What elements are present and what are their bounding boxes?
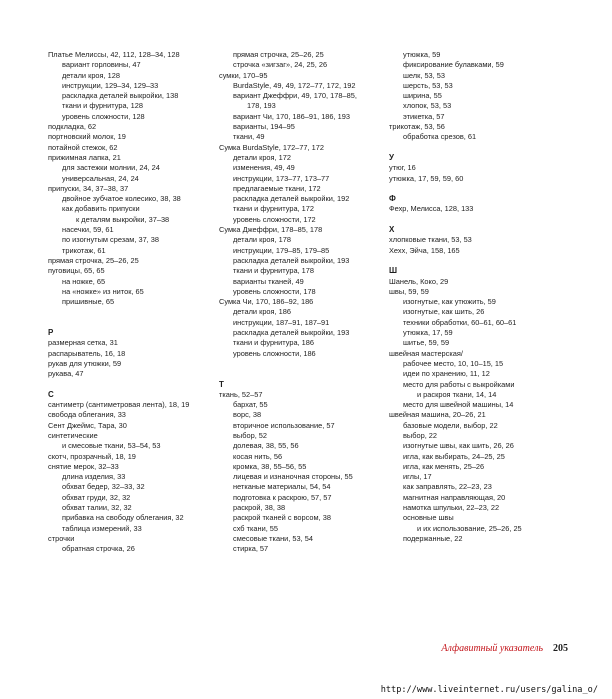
- index-entry: пришивные, 65: [62, 297, 115, 307]
- index-entry: косая нить, 56: [233, 451, 283, 461]
- index-entry: подержанные, 22: [403, 533, 463, 543]
- index-entry: кромка, 38, 55–56, 55: [233, 461, 307, 471]
- index-spacer: [219, 369, 371, 379]
- index-entry: игла, как выбирать, 24–25, 25: [403, 451, 505, 461]
- index-entry: изменения, 49, 49: [233, 163, 295, 173]
- index-entry: место для работы с выкройками: [403, 379, 515, 389]
- index-entry: и их использование, 25–26, 25: [417, 523, 522, 533]
- index-entry: вариант горловины, 47: [62, 60, 141, 70]
- index-entry: к деталям выкройки, 37–38: [76, 214, 170, 224]
- index-entry: утюжка, 17, 59, 59, 60: [389, 173, 464, 183]
- index-entry: базовые модели, выбор, 22: [403, 420, 498, 430]
- index-entry: техники обработки, 60–61, 60–61: [403, 317, 517, 327]
- index-entry: строчки: [48, 533, 75, 543]
- index-entry: двойное зубчатое колесико, 38, 38: [62, 194, 181, 204]
- index-entry: насечки, 59, 61: [62, 225, 114, 235]
- index-entry: как заправлять, 22–23, 23: [403, 482, 492, 492]
- index-entry: место для швейной машины, 14: [403, 400, 514, 410]
- index-entry: Сент Джеймс, Тара, 30: [48, 420, 127, 430]
- index-entry: игла, как менять, 25–26: [403, 461, 485, 471]
- index-entry: обхват груди, 32, 32: [62, 492, 131, 502]
- index-entry: стирка, 57: [233, 544, 269, 554]
- index-entry: припуски, 34, 37–38, 37: [48, 183, 129, 193]
- index-entry: Сумка Чи, 170, 186–92, 186: [219, 297, 314, 307]
- index-entry: сантиметр (сантиметровая лента), 18, 19: [48, 400, 190, 410]
- index-entry: как добавить припуски: [62, 204, 140, 214]
- index-entry: Хехх, Эйча, 158, 165: [389, 245, 460, 255]
- index-entry: 178, 193: [247, 101, 276, 111]
- index-column-2: [219, 50, 371, 555]
- index-entry: ткань, 52–57: [219, 389, 263, 399]
- index-entry: размерная сетка, 31: [48, 338, 118, 348]
- index-entry: ткани, 49: [233, 132, 265, 142]
- index-entry: намотка шпульки, 22–23, 22: [403, 503, 500, 513]
- index-entry: иглы, 17: [403, 472, 432, 482]
- index-entry: магнитная направляющая, 20: [403, 492, 506, 502]
- index-column-1: [48, 50, 200, 555]
- index-entry: таблица измерений, 33: [62, 523, 142, 533]
- index-spacer: [48, 307, 200, 317]
- index-entry: уровень сложности, 186: [233, 348, 316, 358]
- index-letter-heading: С: [48, 389, 54, 399]
- index-entry: уровень сложности, 172: [233, 214, 316, 224]
- index-entry: по изогнутым срезам, 37, 38: [62, 235, 160, 245]
- index-entry: раскладка деталей выкройки, 193: [233, 255, 350, 265]
- index-entry: портновский молок, 19: [48, 132, 126, 142]
- index-entry: варианты, 194–95: [233, 122, 295, 132]
- index-entry: шерсть, 53, 53: [403, 80, 453, 90]
- index-entry: утюжка, 17, 59: [403, 328, 453, 338]
- index-entry: лицевая и изнаночная стороны, 55: [233, 472, 353, 482]
- index-entry: раскладка деталей выкройки, 192: [233, 194, 350, 204]
- index-entry: Платье Мелиссы, 42, 112, 128–34, 128: [48, 50, 180, 59]
- index-entry: Сумка Джеффри, 178–85, 178: [219, 225, 323, 235]
- index-entry: ворс, 38: [233, 410, 262, 420]
- index-letter-heading: Ш: [389, 266, 398, 276]
- index-letter-heading: Р: [48, 328, 54, 338]
- index-entry: шелк, 53, 53: [403, 70, 445, 80]
- index-entry: предлагаемые ткани, 172: [233, 183, 321, 193]
- index-entry: основные швы: [403, 513, 454, 523]
- index-entry: прямая строчка, 25–26, 25: [233, 50, 324, 59]
- index-entry: BurdaStyle, 49, 49, 172–77, 172, 192: [233, 80, 356, 90]
- index-entry: идеи по хранению, 11, 12: [403, 369, 490, 379]
- index-entry: раскладка деталей выкройки, 138: [62, 91, 179, 101]
- watermark-url: http://www.liveinternet.ru/users/galina_o/: [380, 685, 598, 695]
- index-spacer: [219, 359, 371, 369]
- index-spacer: [389, 215, 557, 225]
- index-entry: снятие мерок, 32–33: [48, 461, 119, 471]
- index-spacer: [48, 318, 200, 328]
- index-entry: утюг, 16: [389, 163, 416, 173]
- index-entry: швейная мастерская/: [389, 348, 463, 358]
- index-entry: схб ткани, 55: [233, 523, 279, 533]
- index-entry: раскрой тканей с ворсом, 38: [233, 513, 331, 523]
- index-entry: Фехр, Мелисса, 128, 133: [389, 204, 474, 214]
- index-spacer: [389, 256, 557, 266]
- index-spacer: [48, 380, 200, 390]
- page-number: 205: [553, 643, 568, 654]
- footer-section-title: Алфавитный указатель: [441, 643, 543, 654]
- index-entry: для застежки молнии, 24, 24: [62, 163, 160, 173]
- index-entry: нетканые материалы, 54, 54: [233, 482, 331, 492]
- index-entry: ткани и фурнитура, 178: [233, 266, 315, 276]
- index-entry: ткани и фурнитура, 186: [233, 338, 315, 348]
- index-entry: смесовые ткани, 53, 54: [233, 533, 313, 543]
- index-entry: скотч, прозрачный, 18, 19: [48, 451, 136, 461]
- index-entry: трикотаж, 61: [62, 245, 106, 255]
- index-entry: сумки, 170–95: [219, 70, 268, 80]
- index-entry: Сумка BurdaStyle, 172–77, 172: [219, 142, 324, 152]
- index-entry: рукав для утюжки, 59: [48, 358, 122, 368]
- index-entry: детали кроя, 186: [233, 307, 291, 317]
- index-entry: раскрой, 38, 38: [233, 503, 286, 513]
- index-entry: и смесовые ткани, 53–54, 53: [62, 441, 161, 451]
- index-spacer: [389, 184, 557, 194]
- index-letter-heading: Ф: [389, 194, 396, 204]
- index-entry: длина изделия, 33: [62, 472, 126, 482]
- page-footer: [441, 643, 568, 654]
- index-entry: детали кроя, 172: [233, 152, 291, 162]
- index-entry: швейная машина, 20–26, 21: [389, 410, 486, 420]
- index-entry: прибавка на свободу облегания, 32: [62, 513, 184, 523]
- index-entry: подготовка к раскрою, 57, 57: [233, 492, 332, 502]
- index-entry: изогнутые швы, как шить, 26, 26: [403, 441, 514, 451]
- index-entry: ткани и фурнитура, 128: [62, 101, 144, 111]
- index-entry: этикетка, 57: [403, 111, 445, 121]
- index-entry: обратная строчка, 26: [62, 544, 135, 554]
- index-entry: прижимная лапка, 21: [48, 152, 121, 162]
- index-entry: универсальная, 24, 24: [62, 173, 139, 183]
- index-letter-heading: У: [389, 152, 394, 162]
- index-entry: варианты тканей, 49: [233, 276, 304, 286]
- index-entry: вариант Джеффри, 49, 170, 178–85,: [233, 91, 357, 101]
- index-entry: шитье, 59, 59: [403, 338, 450, 348]
- index-entry: выбор, 22: [403, 430, 438, 440]
- index-entry: хлопковые ткани, 53, 53: [389, 235, 472, 245]
- index-entry: прямая строчка, 25–26, 25: [48, 255, 139, 265]
- index-column-3: [389, 50, 557, 544]
- index-entry: распарыватель, 16, 18: [48, 348, 126, 358]
- index-entry: изогнутые, как шить, 26: [403, 307, 485, 317]
- index-entry: потайной стежок, 62: [48, 142, 118, 152]
- index-entry: на ножке, 65: [62, 276, 106, 286]
- index-entry: уровень сложности, 178: [233, 286, 316, 296]
- index-entry: фиксирование булавками, 59: [403, 60, 504, 70]
- index-entry: обработка срезов, 61: [403, 132, 477, 142]
- index-entry: детали кроя, 128: [62, 70, 120, 80]
- index-entry: раскладка деталей выкройки, 193: [233, 328, 350, 338]
- index-entry: инструкции, 173–77, 173–77: [233, 173, 330, 183]
- index-entry: уровень сложности, 128: [62, 111, 145, 121]
- index-entry: рабочее место, 10, 10–15, 15: [403, 358, 504, 368]
- index-entry: детали кроя, 178: [233, 235, 291, 245]
- index-entry: выбор, 52: [233, 430, 268, 440]
- index-entry: и раскроя ткани, 14, 14: [417, 389, 497, 399]
- index-entry: изогнутые, как утюжить, 59: [403, 297, 496, 307]
- index-entry: рукава, 47: [48, 369, 84, 379]
- index-entry: обхват талии, 32, 32: [62, 503, 132, 513]
- index-letter-heading: Т: [219, 379, 224, 389]
- index-entry: инструкции, 179–85, 179–85: [233, 245, 330, 255]
- index-entry: вариант Чи, 170, 186–91, 186, 193: [233, 111, 350, 121]
- index-entry: инструкции, 129–34, 129–33: [62, 80, 159, 90]
- index-entry: долевая, 38, 55, 56: [233, 441, 299, 451]
- index-entry: трикотаж, 53, 56: [389, 122, 445, 132]
- index-entry: бархат, 55: [233, 400, 268, 410]
- index-spacer: [389, 143, 557, 153]
- index-entry: обхват бедер, 32–33, 32: [62, 482, 145, 492]
- index-entry: вторичное использование, 57: [233, 420, 335, 430]
- index-entry: ткани и фурнитура, 172: [233, 204, 315, 214]
- index-entry: пуговицы, 65, 65: [48, 266, 105, 276]
- index-entry: инструкции, 187–91, 187–91: [233, 317, 330, 327]
- index-entry: подкладка, 62: [48, 122, 97, 132]
- index-letter-heading: Х: [389, 225, 395, 235]
- index-entry: на «ножке» из ниток, 65: [62, 286, 144, 296]
- index-entry: ширина, 55: [403, 91, 442, 101]
- index-entry: Шанель, Коко, 29: [389, 276, 449, 286]
- index-entry: утюжка, 59: [403, 50, 441, 59]
- index-entry: строчка «зигзаг», 24, 25, 26: [233, 60, 328, 70]
- index-entry: синтетические: [48, 430, 98, 440]
- index-entry: хлопок, 53, 53: [403, 101, 452, 111]
- index-entry: свобода облегания, 33: [48, 410, 126, 420]
- index-entry: швы, 59, 59: [389, 286, 429, 296]
